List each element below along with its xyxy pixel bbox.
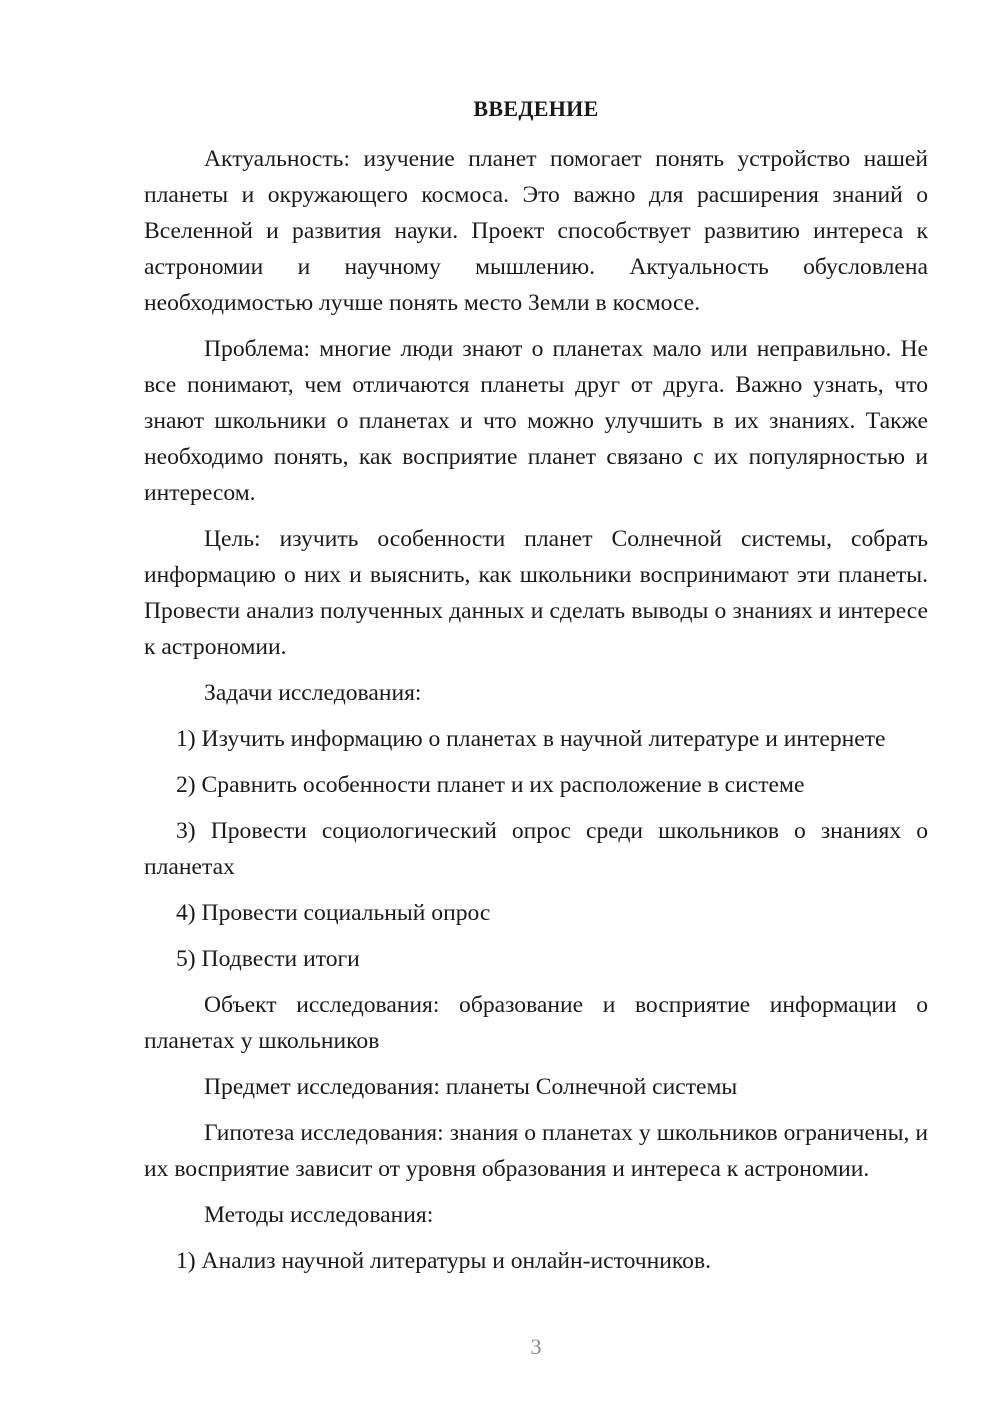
body-text [144, 141, 928, 1289]
goal-paragraph: Цель: изучить особенности планет Солнечной системы, собрать информацию о них и выяснить, как школьники воспринимают эти планеты. Провести анализ полученных данных и сделать выводы о знаниях и интересе к астрономии. [144, 526, 928, 660]
hypothesis-paragraph: Гипотеза исследования: знания о планетах у школьников ограничены, и их восприятие зависит от уровня образования и интереса к астрономии. [144, 1120, 928, 1182]
task-item-5: 5) Подвести итоги [176, 946, 360, 972]
task-item-2: 2) Сравнить особенности планет и их расположение в системе [176, 772, 805, 798]
method-item-1: 1) Анализ научной литературы и онлайн-источников. [176, 1248, 712, 1274]
methods-heading: Методы исследования: [204, 1202, 434, 1228]
task-item-3: 3) Провести социологический опрос среди школьников о знаниях о планетах [144, 818, 928, 880]
problem-paragraph: Проблема: многие люди знают о планетах мало или неправильно. Не все понимают, чем отличаются планеты друг от друга. Важно узнать, что знают школьники о планетах и что можно улучшить в их знаниях. Также необходимо понять, как восприятие планет связано с их популярностью и интересом. [144, 336, 928, 506]
task-item-4: 4) Провести социальный опрос [176, 900, 491, 926]
page-number: 3 [530, 1334, 542, 1359]
object-paragraph: Объект исследования: образование и восприятие информации о планетах у школьников [144, 992, 928, 1054]
page-title: ВВЕДЕНИЕ [473, 96, 599, 121]
subject-paragraph: Предмет исследования: планеты Солнечной системы [204, 1074, 738, 1100]
tasks-heading: Задачи исследования: [204, 680, 422, 706]
task-item-1: 1) Изучить информацию о планетах в научной литературе и интернете [176, 726, 886, 752]
relevance-paragraph: Актуальность: изучение планет помогает понять устройство нашей планеты и окружающего космоса. Это важно для расширения знаний о Вселенной и развития науки. Проект способствует развитию интереса к астрономии и научному мышлению. Актуальность обусловлена необходимостью лучше понять место Земли в космосе. [144, 146, 928, 316]
